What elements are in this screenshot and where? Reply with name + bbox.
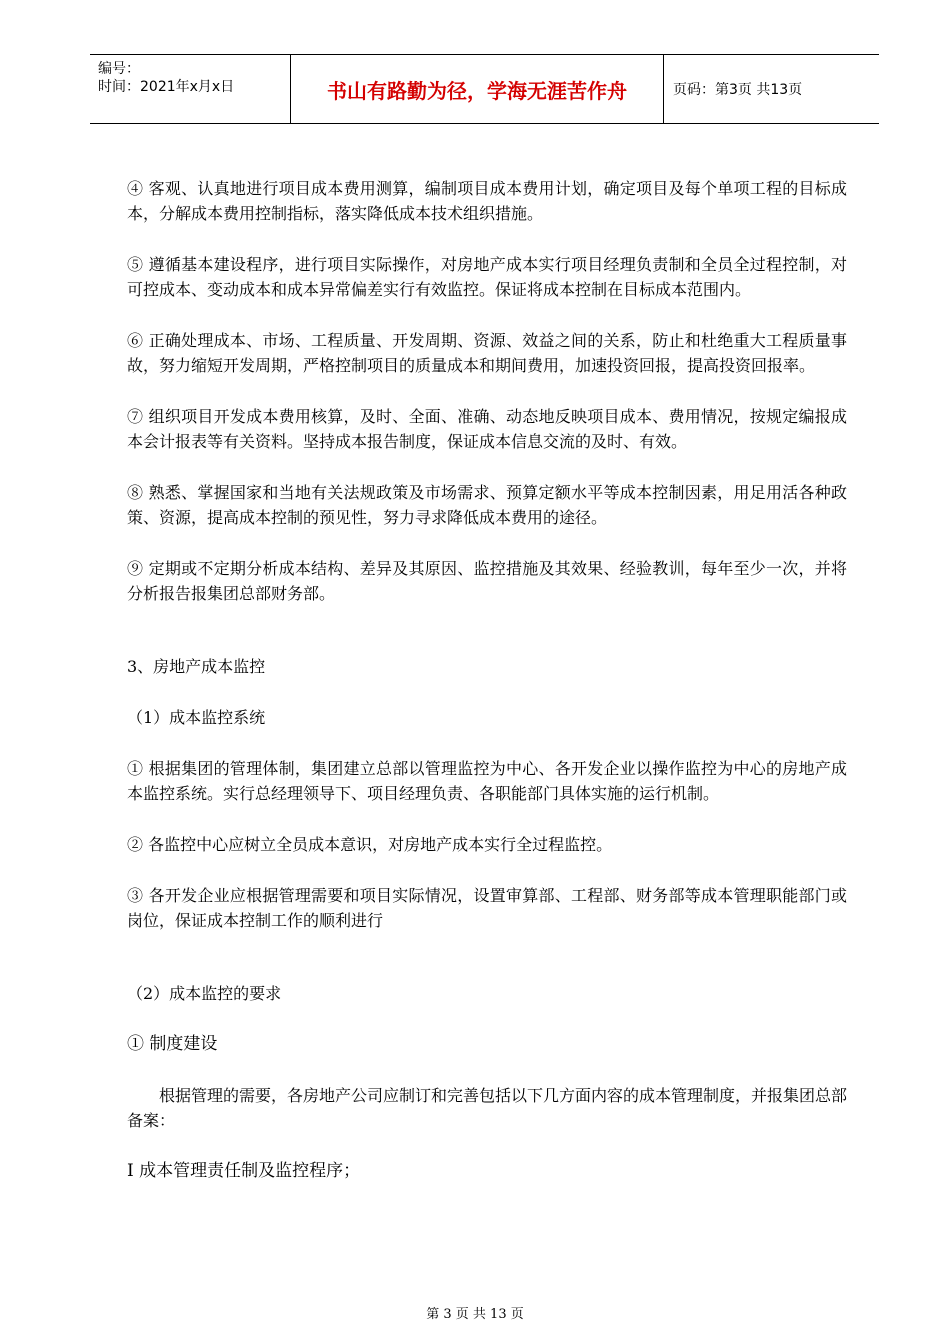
requirement-1-body: 根据管理的需要，各房地产公司应制订和完善包括以下几方面内容的成本管理制度，并报集团总部备案： xyxy=(127,1086,848,1130)
list-item-1: Ⅰ 成本管理责任制及监控程序； xyxy=(127,1161,361,1181)
requirement-1-title: ① 制度建设 xyxy=(127,1034,218,1054)
time-label: 时间：2021年x月x日 xyxy=(98,79,235,95)
paragraph-8: ⑧ 熟悉、掌握国家和当地有关法规政策及市场需求、预算定额水平等成本控制因素，用足用活各种政策、资源，提高成本控制的预见性，努力寻求降低成本费用的途径。 xyxy=(127,483,847,527)
paragraph-7: ⑦ 组织项目开发成本费用核算，及时、全面、准确、动态地反映项目成本、费用情况，按规定编报成本会计报表等有关资料。坚持成本报告制度，保证成本信息交流的及时、有效。 xyxy=(127,407,847,451)
page-header xyxy=(90,54,879,124)
subsection-heading-2: （2）成本监控的要求 xyxy=(127,984,282,1003)
page-footer: 第 3 页 共 13 页 xyxy=(426,1307,524,1322)
paragraph-6: ⑥ 正确处理成本、市场、工程质量、开发周期、资源、效益之间的关系，防止和杜绝重大工程质量事故，努力缩短开发周期，严格控制项目的质量成本和期间费用，加速投资回报，提高投资回报率。 xyxy=(127,331,847,375)
header-meta xyxy=(90,55,291,123)
paragraph-4: ④ 客观、认真地进行项目成本费用测算，编制项目成本费用计划，确定项目及每个单项工程的目标成本，分解成本费用控制指标，落实降低成本技术组织措施。 xyxy=(127,179,847,223)
header-motto: 书山有路勤为径，学海无涯苦作舟 xyxy=(291,55,664,123)
number-label: 编号： xyxy=(98,61,140,77)
header-page-info: 页码：第3页 共13页 xyxy=(673,82,803,98)
document-body xyxy=(127,176,847,1210)
paragraph-9: ⑨ 定期或不定期分析成本结构、差异及其原因、监控措施及其效果、经验教训，每年至少一次，并将分析报告报集团总部财务部。 xyxy=(127,559,847,603)
section-heading-3: 3、房地产成本监控 xyxy=(127,657,266,676)
monitoring-item-1: ① 根据集团的管理体制，集团建立总部以管理监控为中心、各开发企业以操作监控为中心的房地产成本监控系统。实行总经理领导下、项目经理负责、各职能部门具体实施的运行机制。 xyxy=(127,759,847,803)
subsection-heading-1: （1）成本监控系统 xyxy=(127,708,266,727)
monitoring-item-3: ③ 各开发企业应根据管理需要和项目实际情况，设置审算部、工程部、财务部等成本管理职能部门或岗位，保证成本控制工作的顺利进行 xyxy=(127,886,847,930)
paragraph-5: ⑤ 遵循基本建设程序，进行项目实际操作，对房地产成本实行项目经理负责制和全员全过程控制，对可控成本、变动成本和成本异常偏差实行有效监控。保证将成本控制在目标成本范围内。 xyxy=(127,255,847,299)
monitoring-item-2: ② 各监控中心应树立全员成本意识，对房地产成本实行全过程监控。 xyxy=(127,835,613,854)
